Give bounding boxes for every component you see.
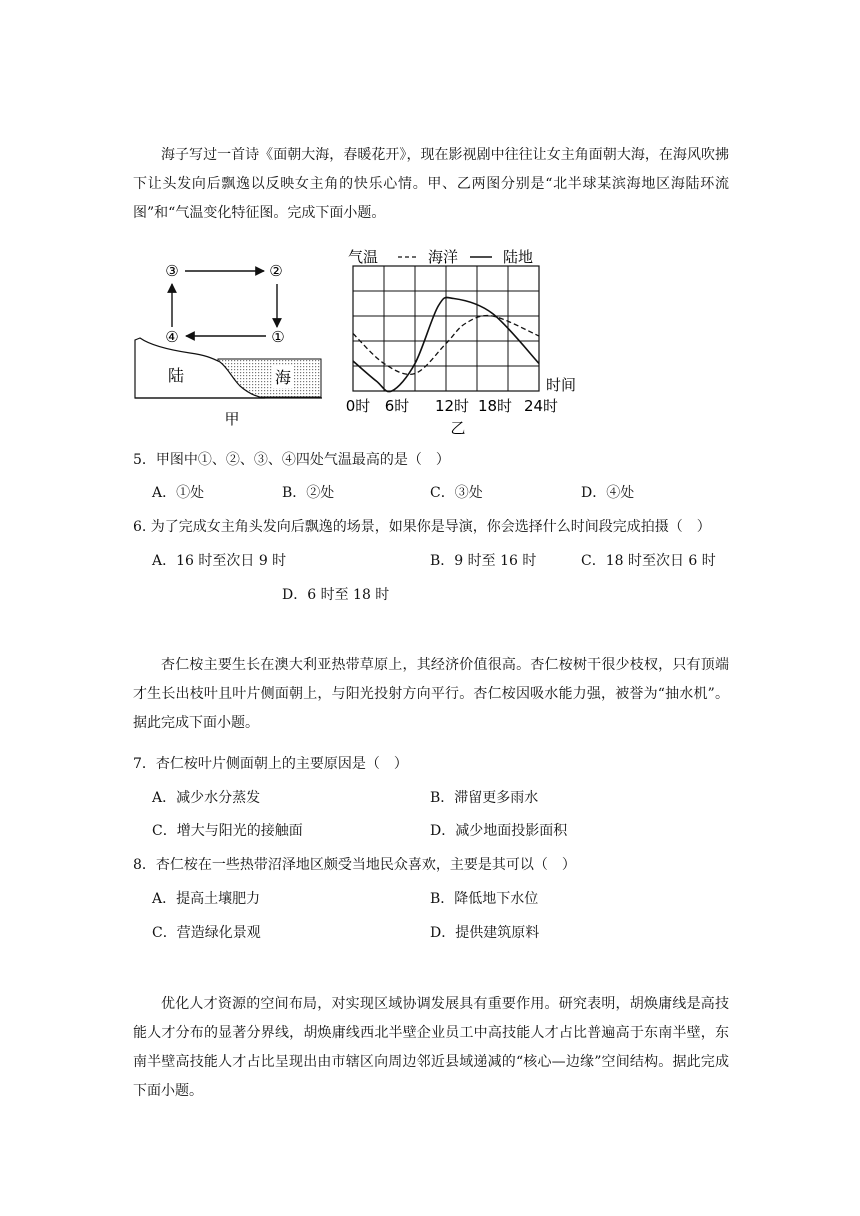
- y-axis-label: 气温: [348, 248, 379, 266]
- figure-jia: [135, 262, 322, 428]
- q8-option-b[interactable]: B．降低地下水位: [430, 891, 539, 907]
- point-1-label: ①: [271, 328, 285, 346]
- q6-option-c[interactable]: C．18 时至次日 6 时: [581, 553, 716, 569]
- q5-option-a[interactable]: A．①处: [152, 485, 205, 501]
- q6-stem: 6. 为了完成女主角头发向后飘逸的场景，如果你是导演，你会选择什么时间段完成拍摄（ ）: [133, 519, 711, 535]
- figure-yi: [346, 248, 576, 437]
- legend-land-label: 陆地: [503, 248, 534, 266]
- chart-grid: [353, 266, 539, 391]
- q7-option-c[interactable]: C．增大与阳光的接触面: [152, 823, 303, 839]
- q8-option-c[interactable]: C．营造绿化景观: [152, 925, 261, 941]
- q7-stem: 7．杏仁桉叶片侧面朝上的主要原因是（ ）: [133, 756, 408, 772]
- q8-option-d[interactable]: D．提供建筑原料: [430, 925, 540, 941]
- q5-option-b[interactable]: B．②处: [282, 485, 335, 501]
- x-tick-12: 12时: [434, 397, 470, 415]
- point-2-label: ②: [269, 262, 283, 280]
- sea-label: 海: [274, 368, 292, 387]
- q6-option-b[interactable]: B．9 时至 16 时: [430, 553, 537, 569]
- q8-option-a[interactable]: A．提高土壤肥力: [152, 891, 261, 907]
- point-3-label: ③: [165, 262, 179, 280]
- land-label: 陆: [167, 366, 185, 385]
- q6-option-a[interactable]: A．16 时至次日 9 时: [152, 553, 287, 569]
- legend-ocean-label: 海洋: [428, 248, 459, 266]
- passage-eucalyptus: 杏仁桉主要生长在澳大利亚热带草原上，其经济价值很高。杏仁桉树干很少枝杈，只有顶端才生长出枝叶且叶片侧面朝上，与阳光投射方向平行。杏仁桉因吸水能力强，被誉为“抽水机”。据此完成下面小题。: [133, 657, 729, 731]
- x-tick-0: 0时: [345, 397, 371, 415]
- x-axis-label: 时间: [546, 376, 577, 394]
- q7-option-b[interactable]: B．滞留更多雨水: [430, 790, 539, 806]
- figure-yi-caption: 乙: [450, 419, 466, 437]
- x-tick-6: 6时: [384, 397, 410, 415]
- figure-jia-caption: 甲: [224, 410, 240, 428]
- passage-talent-distribution: 优化人才资源的空间布局，对实现区域协调发展具有重要作用。研究表明，胡焕庸线是高技能人才分布的显著分界线，胡焕庸线西北半壁企业员工中高技能人才占比普遍高于东南半壁，东南半壁高技能人才占比呈现出由市辖区向周边邻近县域递减的“核心—边缘”空间结构。据此完成下面小题。: [133, 996, 729, 1099]
- q5-stem: 5．甲图中①、②、③、④四处气温最高的是（ ）: [133, 452, 450, 468]
- q8-stem: 8．杏仁桉在一些热带沼泽地区颇受当地民众喜欢，主要是其可以（ ）: [133, 857, 576, 873]
- q5-option-d[interactable]: D．④处: [581, 485, 635, 501]
- x-tick-24: 24时: [523, 397, 559, 415]
- point-4-label: ④: [165, 328, 179, 346]
- q7-option-d[interactable]: D．减少地面投影面积: [430, 823, 568, 839]
- passage-sea-breeze: 海子写过一首诗《面朝大海，春暖花开》，现在影视剧中往往让女主角面朝大海，在海风吹拂下让头发向后飘逸以反映女主角的快乐心情。甲、乙两图分别是“北半球某滨海地区海陆环流图”和“气温变化特征图。完成下面小题。: [133, 147, 729, 221]
- figures: [0, 0, 860, 450]
- q5-option-c[interactable]: C．③处: [430, 485, 483, 501]
- q6-option-d[interactable]: D．6 时至 18 时: [282, 587, 390, 603]
- q7-option-a[interactable]: A．减少水分蒸发: [152, 790, 261, 806]
- x-tick-18: 18时: [477, 397, 513, 415]
